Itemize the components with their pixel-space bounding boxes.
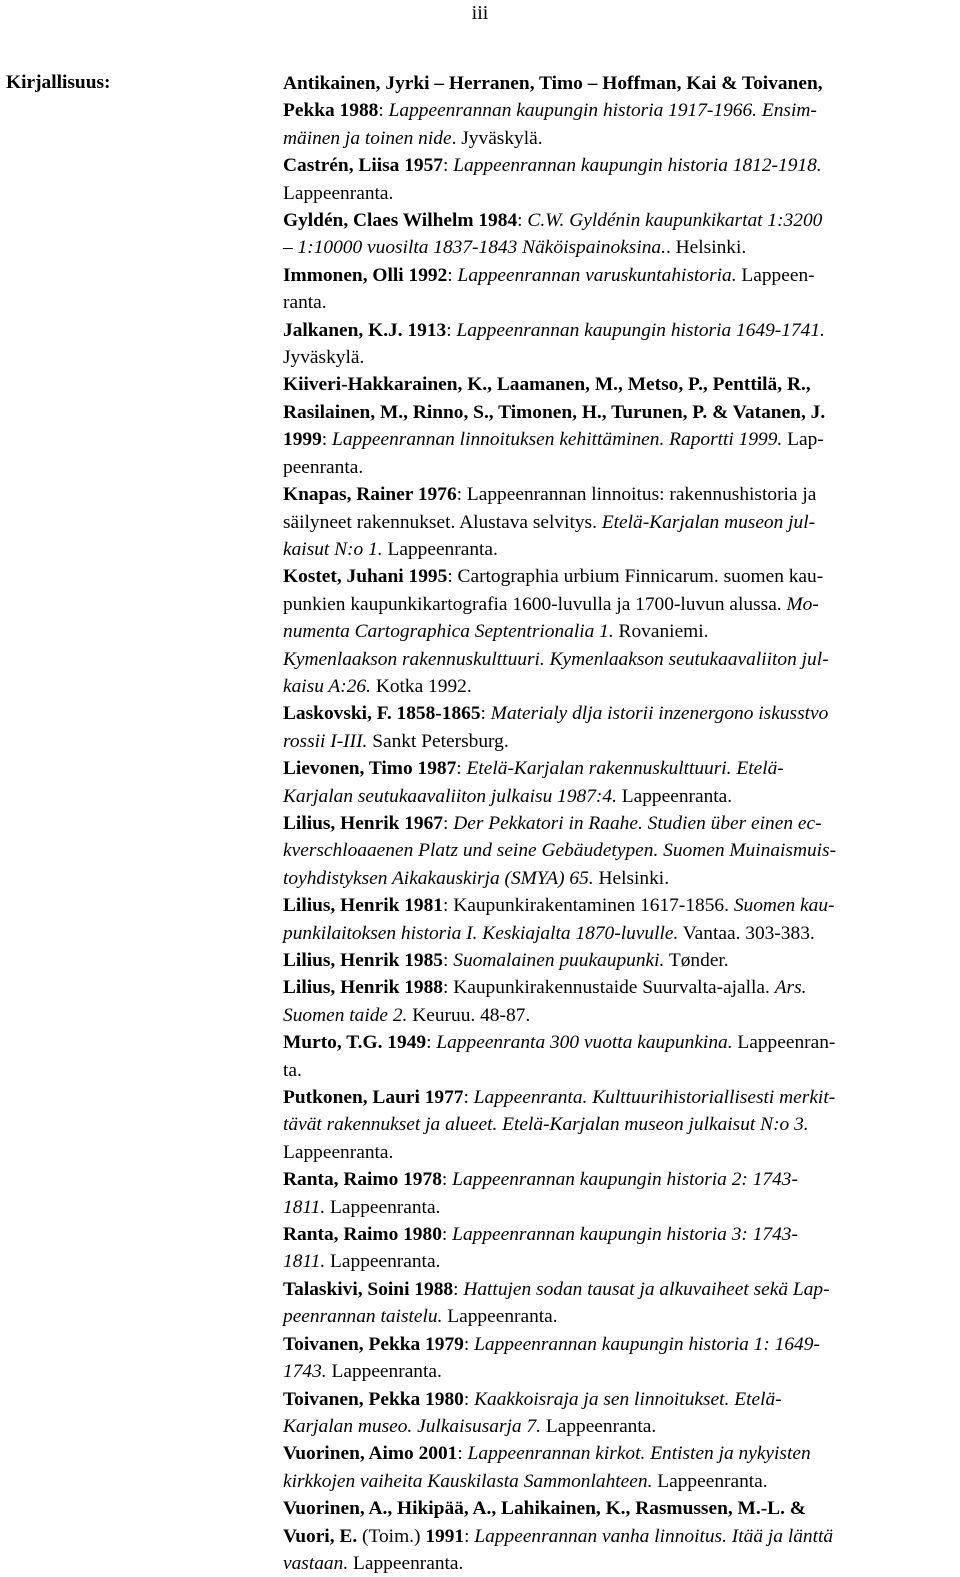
entry-text: Lappeenranta. bbox=[325, 1251, 441, 1273]
entry-text: : bbox=[456, 758, 467, 780]
entry-title: punkilaitoksen historia I. Keskiajalta 1870-luvulle. bbox=[283, 922, 679, 944]
bibliography-entry bbox=[283, 1084, 957, 1166]
entry-line bbox=[283, 837, 957, 864]
entry-line bbox=[283, 865, 957, 892]
bibliography-entry bbox=[283, 371, 957, 481]
entry-line bbox=[283, 1523, 957, 1550]
entry-title: rossii I-III. bbox=[283, 730, 368, 752]
bibliography-entry bbox=[283, 70, 957, 152]
entry-text: Jyväskylä. bbox=[283, 347, 365, 369]
entry-title: Lappeenrannan linnoituksen kehittäminen. Raportti 1999. bbox=[332, 429, 783, 451]
entry-line bbox=[283, 700, 957, 727]
entry-title: numenta Cartographica Septentrionalia 1. bbox=[283, 621, 614, 643]
entry-text: peenranta. bbox=[283, 456, 364, 478]
entry-line bbox=[283, 1166, 957, 1193]
entry-title: Lappeenranta. Kulttuurihistoriallisesti merkit- bbox=[473, 1087, 836, 1109]
entry-line bbox=[283, 536, 957, 563]
entry-author: Murto, T.G. 1949 bbox=[283, 1032, 427, 1054]
entry-text: : bbox=[517, 210, 528, 232]
bibliography-entry bbox=[283, 700, 957, 755]
entry-title: Lappeenrannan vanha linnoitus. Itää ja länttä bbox=[474, 1525, 834, 1547]
entry-line bbox=[283, 1358, 957, 1385]
entry-text: Kotka 1992. bbox=[370, 675, 472, 697]
entry-line bbox=[283, 673, 957, 700]
entry-line bbox=[283, 152, 957, 179]
entry-text: Helsinki. bbox=[593, 867, 670, 889]
entry-line bbox=[283, 1331, 957, 1358]
entry-text: ranta. bbox=[283, 292, 327, 314]
entry-author: Ranta, Raimo 1980 bbox=[283, 1224, 442, 1246]
entry-line bbox=[283, 509, 957, 536]
entry-title: Lappeenrannan kaupungin historia 1917-1966. Ensim- bbox=[388, 100, 817, 122]
bibliography-entry bbox=[283, 1331, 957, 1386]
entry-title: peenrannan taistelu. bbox=[283, 1306, 443, 1328]
entry-title: vastaan. bbox=[283, 1552, 349, 1574]
entry-title: Kaakkoisraja ja sen linnoitukset. Etelä- bbox=[474, 1388, 782, 1410]
entry-text: : bbox=[463, 1087, 474, 1109]
entry-text: Lappeenranta. bbox=[382, 538, 498, 560]
entry-author: Talaskivi, Soini 1988 bbox=[283, 1278, 454, 1300]
entry-title: Der Pekkatori in Raahe. Studien über einen ec- bbox=[453, 812, 822, 834]
entry-text: Rovaniemi. bbox=[613, 621, 709, 643]
entry-author: Vuori, E. bbox=[283, 1525, 358, 1547]
entry-author: 1991 bbox=[425, 1525, 465, 1547]
entry-title: Lappeenrannan kaupungin historia 2: 1743- bbox=[452, 1169, 798, 1191]
bibliography-entry bbox=[283, 1276, 957, 1331]
entry-title: Suomalainen puukaupunki. bbox=[453, 950, 665, 971]
entry-line bbox=[283, 1550, 957, 1577]
entry-title: kaisu A:26. bbox=[283, 675, 371, 697]
entry-text: Lappeenranta. bbox=[325, 1196, 441, 1218]
entry-author: Jalkanen, K.J. 1913 bbox=[283, 319, 447, 341]
bibliography-entry bbox=[283, 1386, 957, 1441]
entry-title: Lappeenrannan varuskuntahistoria. bbox=[457, 264, 737, 286]
entry-line bbox=[283, 1413, 957, 1440]
entry-text: Lappeenranta. bbox=[442, 1306, 558, 1328]
bibliography-entry bbox=[283, 207, 957, 262]
entry-line bbox=[283, 1111, 957, 1138]
entry-line bbox=[283, 1495, 957, 1522]
entry-text: Lap- bbox=[782, 429, 824, 451]
entry-text: : Lappeenrannan linnoitus: rakennushistoria ja bbox=[456, 484, 817, 506]
entry-title: kverschloaaenen Platz und seine Gebäudetypen. Suomen Muinaismuis- bbox=[283, 840, 837, 862]
entry-title: – 1:10000 vuosilta 1837-1843 Näköispainoksina. bbox=[283, 237, 666, 259]
entry-text: : Kaupunkirakennustaide Suurvalta-ajalla. bbox=[443, 977, 775, 999]
entry-text: . Jyväskylä. bbox=[451, 127, 543, 149]
entry-author: Kiiveri-Hakkarainen, K., Laamanen, M., Metso, P., Penttilä, R., bbox=[283, 374, 811, 396]
entry-title: 1743. bbox=[283, 1361, 327, 1383]
entry-text: : bbox=[441, 1169, 453, 1191]
entry-title: 1811. bbox=[283, 1251, 326, 1273]
entry-text: : bbox=[426, 1032, 437, 1054]
entry-text: Sankt Petersburg. bbox=[367, 730, 509, 752]
entry-title: Mo- bbox=[786, 593, 819, 615]
entry-line bbox=[283, 1303, 957, 1330]
entry-text: : bbox=[463, 1333, 475, 1355]
entry-line bbox=[283, 289, 957, 316]
bibliography-entry bbox=[283, 1495, 957, 1577]
bibliography-entry bbox=[283, 947, 957, 974]
entry-text: (Toim.) bbox=[357, 1525, 426, 1547]
bibliography-entry bbox=[283, 1221, 957, 1276]
entry-line bbox=[283, 974, 957, 1001]
entry-author: Antikainen, Jyrki – Herranen, Timo – Hoffman, Kai & Toivanen, bbox=[283, 73, 823, 94]
entry-text: . Helsinki. bbox=[665, 237, 747, 259]
entry-text: säilyneet rakennukset. Alustava selvitys. bbox=[283, 511, 602, 533]
entry-author: Lievonen, Timo 1987 bbox=[283, 758, 457, 780]
entry-author: Pekka 1988 bbox=[283, 100, 379, 122]
entry-line bbox=[283, 70, 957, 97]
entry-text: Lappeen- bbox=[736, 264, 815, 286]
entry-text: : bbox=[457, 1443, 468, 1465]
entry-author: Lilius, Henrik 1981 bbox=[283, 895, 444, 917]
entry-line bbox=[283, 783, 957, 810]
entry-author: 1999 bbox=[283, 429, 322, 451]
entry-line bbox=[283, 371, 957, 398]
entry-text: : bbox=[441, 1224, 453, 1246]
entry-line bbox=[283, 947, 957, 974]
entry-author: Lilius, Henrik 1985 bbox=[283, 950, 444, 971]
entry-line bbox=[283, 1029, 957, 1056]
entry-line bbox=[283, 1468, 957, 1495]
entry-title: Materialy dlja istorii inzenergono iskusstvo bbox=[490, 703, 829, 725]
entry-title: Karjalan seutukaavaliiton julkaisu 1987:4. bbox=[283, 785, 617, 807]
bibliography-entry bbox=[283, 1166, 957, 1221]
entry-line bbox=[283, 563, 957, 590]
bibliography-entry bbox=[283, 481, 957, 563]
entry-author: Immonen, Olli 1992 bbox=[283, 264, 448, 286]
entry-line bbox=[283, 481, 957, 508]
entry-line bbox=[283, 920, 957, 947]
entry-line bbox=[283, 97, 957, 124]
entry-text: : bbox=[463, 1388, 475, 1410]
entry-text: Lappeenranta. bbox=[616, 785, 733, 807]
entry-line bbox=[283, 1084, 957, 1111]
entry-text: : Kaupunkirakentaminen 1617-1856. bbox=[443, 895, 734, 917]
entry-line bbox=[283, 399, 957, 426]
entry-line bbox=[283, 1440, 957, 1467]
entry-author: Lilius, Henrik 1967 bbox=[283, 812, 444, 834]
entry-title: Etelä-Karjalan museon jul- bbox=[601, 511, 816, 533]
entry-line bbox=[283, 262, 957, 289]
entry-text: punkien kaupunkikartografia 1600-luvulla ja 1700-luvun alussa. bbox=[283, 593, 787, 615]
entry-title: kirkkojen vaiheita Kauskilasta Sammonlahteen. bbox=[283, 1470, 653, 1492]
entry-text: Vantaa. 303-383. bbox=[678, 922, 815, 944]
entry-line bbox=[283, 618, 957, 645]
entry-author: Lilius, Henrik 1988 bbox=[283, 977, 444, 999]
entry-line bbox=[283, 317, 957, 344]
entry-author: Castrén, Liisa 1957 bbox=[283, 155, 443, 177]
entry-line bbox=[283, 344, 957, 371]
entry-text: : Cartographia urbium Finnicarum. suomen kau- bbox=[447, 566, 824, 588]
bibliography-entry bbox=[283, 152, 957, 207]
entry-author: Knapas, Rainer 1976 bbox=[283, 484, 457, 506]
entry-text: : bbox=[443, 812, 454, 834]
entry-title: toyhdistyksen Aikakauskirja (SMYA) 65. bbox=[283, 867, 594, 889]
entry-line bbox=[283, 591, 957, 618]
entry-text: Lappeenranta. bbox=[283, 1141, 394, 1163]
entry-text: : bbox=[378, 100, 389, 122]
bibliography-entry bbox=[283, 974, 957, 1029]
entry-text: Lappeenranta. bbox=[326, 1361, 442, 1383]
entry-text: : bbox=[447, 264, 458, 286]
entry-line bbox=[283, 1221, 957, 1248]
entry-author: Gyldén, Claes Wilhelm 1984 bbox=[283, 210, 518, 232]
entry-line bbox=[283, 1386, 957, 1413]
entry-text: Keuruu. 48-87. bbox=[407, 1004, 531, 1026]
entry-line bbox=[283, 125, 957, 152]
entry-text: Lappeenranta. bbox=[348, 1552, 464, 1574]
entry-author: Putkonen, Lauri 1977 bbox=[283, 1087, 464, 1109]
bibliography-entry bbox=[283, 563, 957, 645]
entry-title: C.W. Gyldénin kaupunkikartat 1:3200 bbox=[527, 210, 823, 232]
entry-text: Lappeenranta. bbox=[541, 1415, 657, 1437]
entry-line bbox=[283, 646, 957, 673]
entry-text: Lappeenranta. bbox=[652, 1470, 768, 1492]
entry-author: Laskovski, F. 1858-1865 bbox=[283, 703, 481, 725]
entry-text: : bbox=[464, 1525, 475, 1547]
entry-text: : bbox=[442, 155, 454, 177]
entry-line bbox=[283, 810, 957, 837]
entry-title: Lappeenrannan kirkot. Entisten ja nykyisten bbox=[467, 1443, 811, 1465]
entry-title: Lappeenrannan kaupungin historia 1812-1918. bbox=[453, 155, 822, 177]
entry-title: Karjalan museo. Julkaisusarja 7. bbox=[283, 1415, 542, 1437]
entry-line bbox=[283, 234, 957, 261]
entry-text: : bbox=[480, 703, 491, 725]
page-number: iii bbox=[471, 2, 489, 24]
entry-line bbox=[283, 1057, 957, 1084]
entry-line bbox=[283, 426, 957, 453]
section-heading: Kirjallisuus: bbox=[6, 72, 111, 93]
entry-text: Lappeenran- bbox=[732, 1032, 836, 1054]
bibliography-entry bbox=[283, 317, 957, 372]
entry-title: mäinen ja toinen nide bbox=[283, 127, 452, 149]
bibliography-entry bbox=[283, 1440, 957, 1495]
entry-text: ta. bbox=[283, 1059, 302, 1081]
entry-text: Lappeenranta. bbox=[283, 182, 394, 204]
entry-line bbox=[283, 728, 957, 755]
entry-author: Rasilainen, M., Rinno, S., Timonen, H., Turunen, P. & Vatanen, J. bbox=[283, 401, 826, 423]
entry-line bbox=[283, 1276, 957, 1303]
entry-line bbox=[283, 1002, 957, 1029]
entry-title: Suomen taide 2. bbox=[283, 1004, 408, 1026]
entry-title: Lappeenrannan kaupungin historia 3: 1743- bbox=[452, 1224, 798, 1246]
entry-title: Lappeenrannan kaupungin historia 1: 1649- bbox=[474, 1333, 820, 1355]
entry-title: kaisut N:o 1. bbox=[283, 538, 383, 560]
entry-line bbox=[283, 892, 957, 919]
bibliography-entry bbox=[283, 892, 957, 947]
entry-line bbox=[283, 755, 957, 782]
entry-title: Etelä-Karjalan rakennuskulttuuri. Etelä- bbox=[466, 758, 784, 780]
entry-author: Vuorinen, A., Hikipää, A., Lahikainen, K., Rasmussen, M.-L. & bbox=[283, 1498, 806, 1520]
bibliography-entry bbox=[283, 810, 957, 892]
entry-title: tävät rakennukset ja alueet. Etelä-Karjalan museon julkaisut N:o 3. bbox=[283, 1114, 809, 1136]
entry-line bbox=[283, 454, 957, 481]
bibliography-list bbox=[283, 70, 957, 1577]
entry-title: Lappeenranta 300 vuotta kaupunkina. bbox=[436, 1032, 733, 1054]
entry-author: Vuorinen, Aimo 2001 bbox=[283, 1443, 458, 1465]
entry-author: Kostet, Juhani 1995 bbox=[283, 566, 448, 588]
entry-text: : bbox=[443, 950, 454, 971]
entry-text: : bbox=[321, 429, 333, 451]
entry-text: : bbox=[453, 1278, 464, 1300]
entry-title: Suomen kau- bbox=[733, 895, 835, 917]
entry-author: Toivanen, Pekka 1979 bbox=[283, 1333, 464, 1355]
entry-author: Ranta, Raimo 1978 bbox=[283, 1169, 442, 1191]
entry-line bbox=[283, 207, 957, 234]
entry-author: Toivanen, Pekka 1980 bbox=[283, 1388, 464, 1410]
entry-line bbox=[283, 1248, 957, 1275]
bibliography-entry bbox=[283, 755, 957, 810]
entry-line bbox=[283, 1139, 957, 1166]
bibliography-entry bbox=[283, 262, 957, 317]
bibliography-entry bbox=[283, 646, 957, 701]
bibliography-entry bbox=[283, 1029, 957, 1084]
entry-text: : bbox=[446, 319, 457, 341]
entry-title: 1811. bbox=[283, 1196, 326, 1218]
entry-title: Kymenlaakson rakennuskulttuuri. Kymenlaakson seutukaavaliiton jul- bbox=[283, 648, 829, 670]
entry-line bbox=[283, 180, 957, 207]
entry-title: Lappeenrannan kaupungin historia 1649-1741. bbox=[456, 319, 825, 341]
entry-title: Ars. bbox=[774, 977, 807, 999]
entry-line bbox=[283, 1194, 957, 1221]
entry-title: Hattujen sodan tausat ja alkuvaiheet sekä Lap- bbox=[463, 1278, 830, 1300]
entry-text: Tønder. bbox=[664, 950, 729, 971]
